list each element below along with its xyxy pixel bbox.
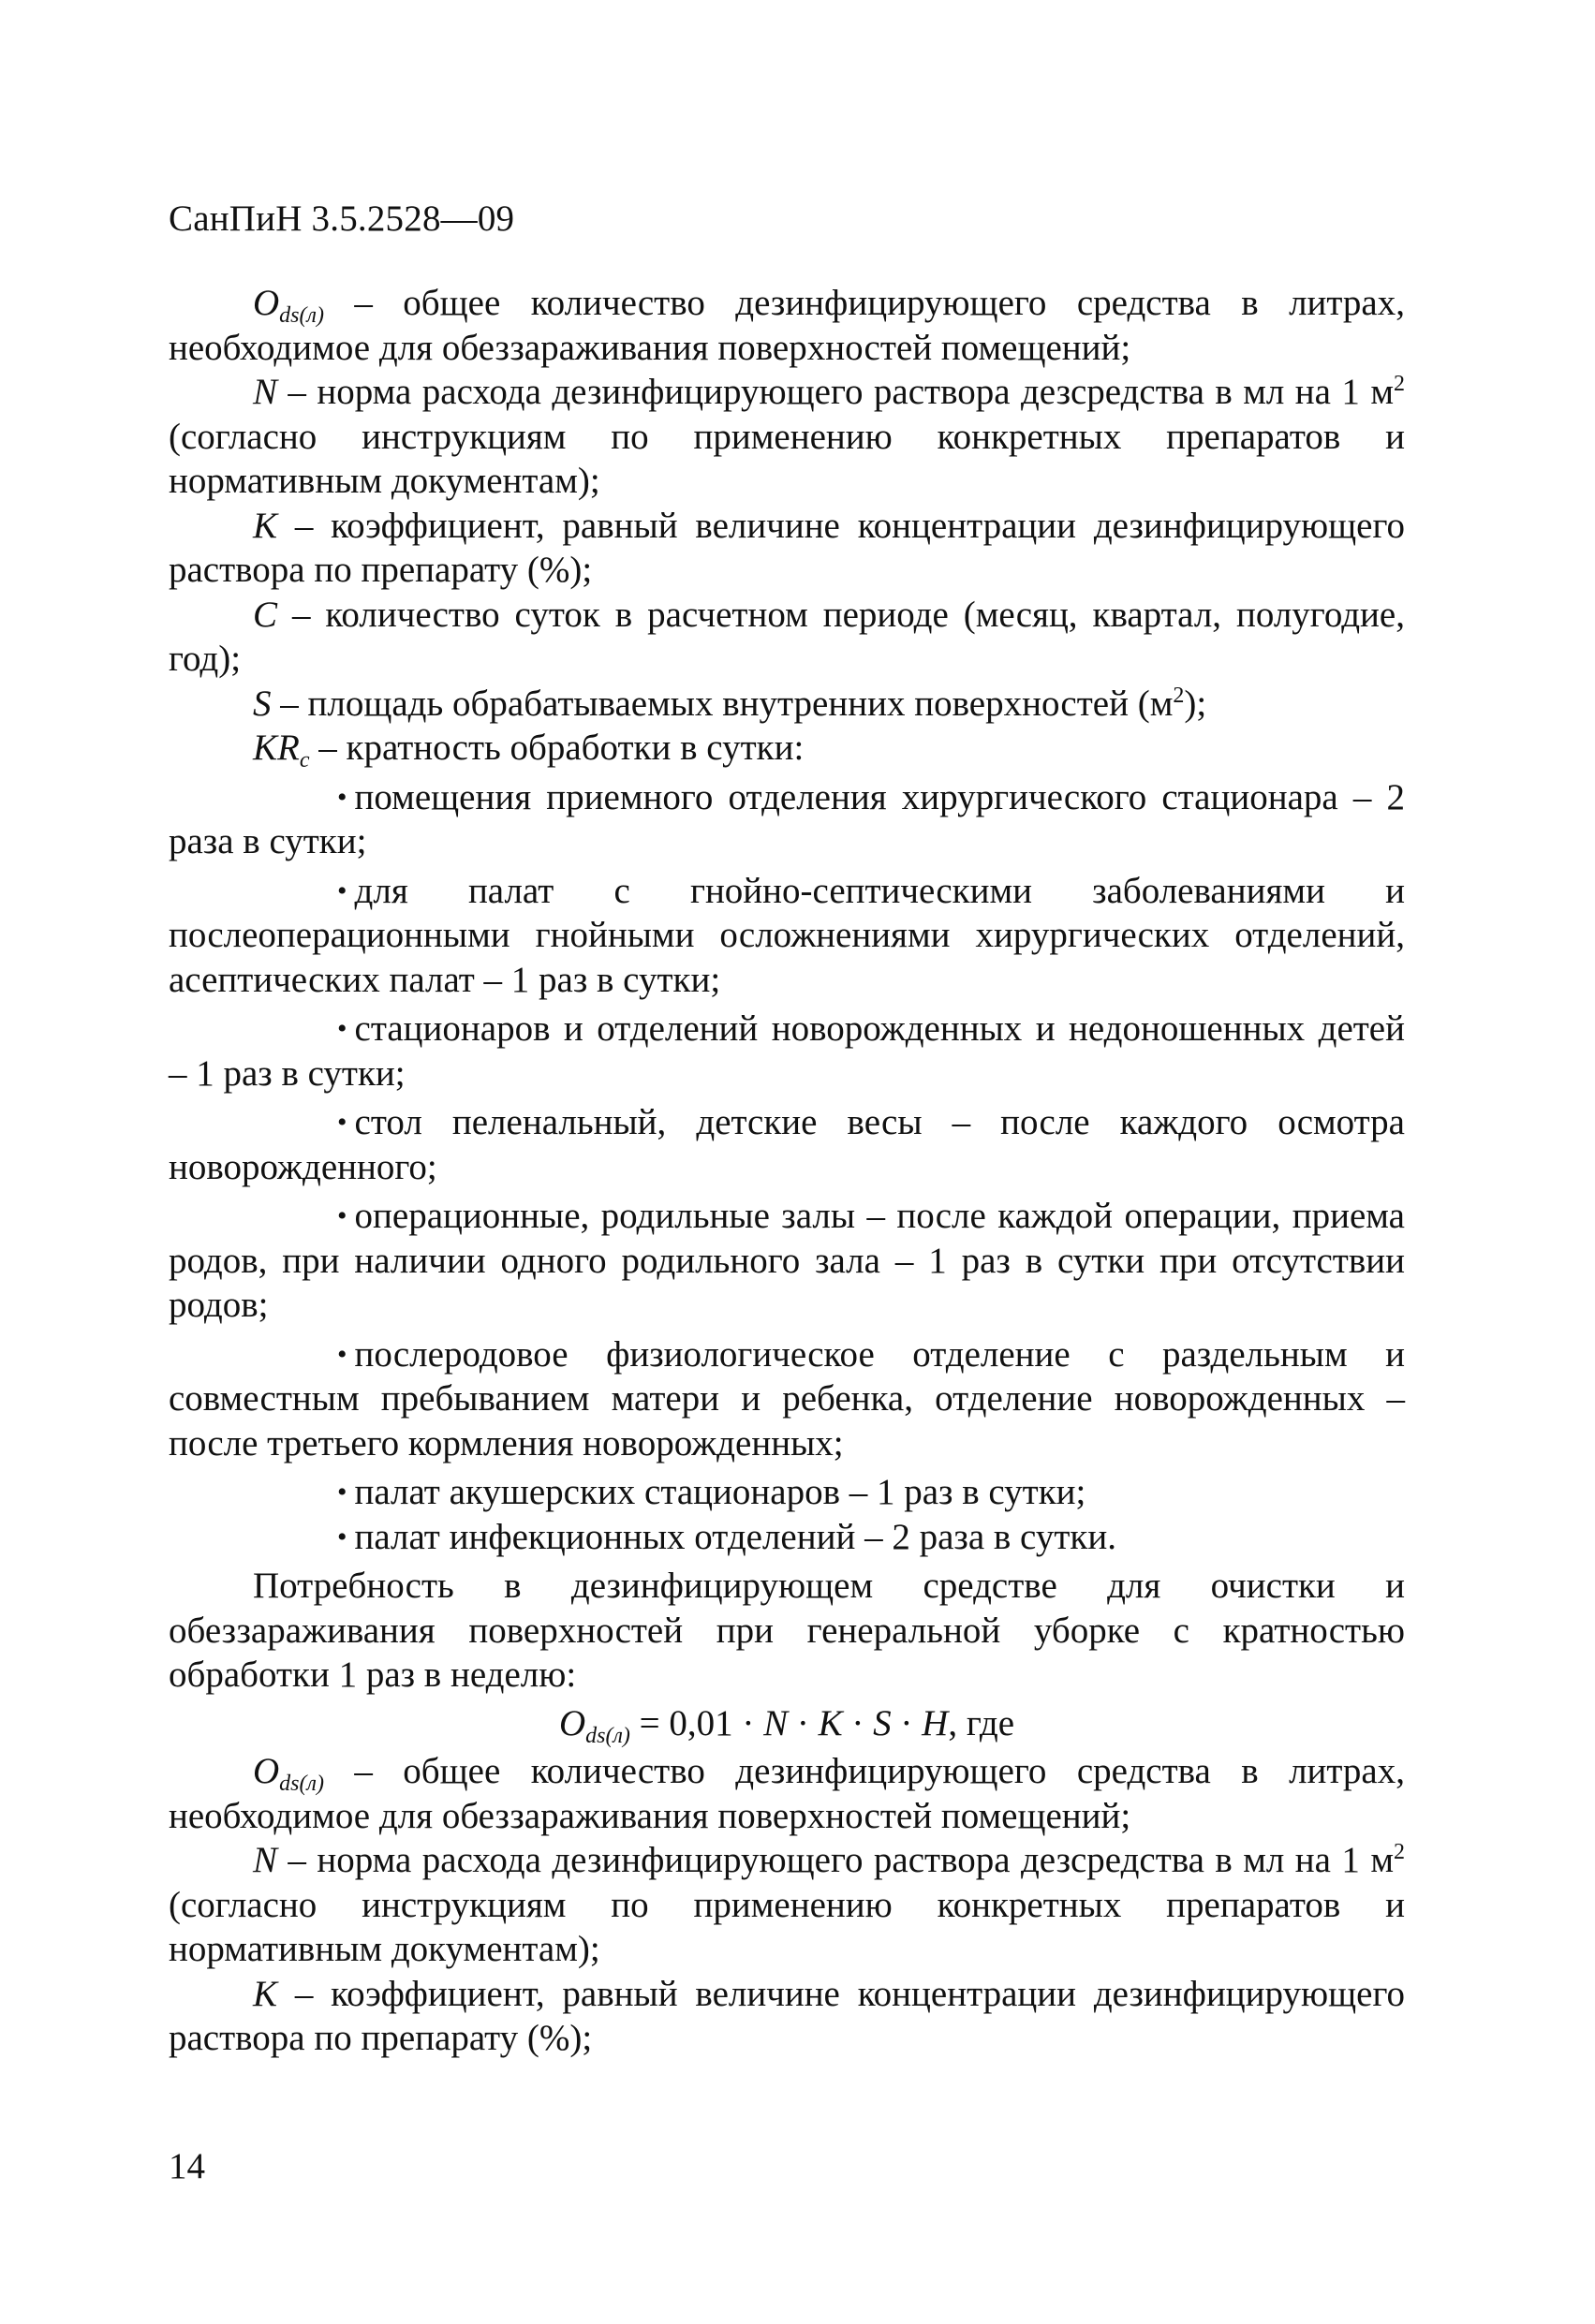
formula-dot: ·: [891, 1702, 923, 1743]
document-body: [169, 281, 1405, 2061]
definition-k: [169, 1972, 1405, 2061]
bullet-icon: •: [337, 1521, 347, 1552]
definition-k-text: – коэффициент, равный величине концентрации дезинфицирующего раствора по препарату (%);: [169, 505, 1405, 590]
definition-n: [169, 370, 1405, 504]
list-item-text: для палат с гнойно-септическими заболеваниями и послеоперационными гнойными осложнениями хирургических отделений, асептических палат – 1 раз в сутки;: [169, 870, 1405, 1000]
bullet-icon: •: [337, 1013, 347, 1044]
definition-k-text: – коэффициент, равный величине концентрации дезинфицирующего раствора по препарату (%);: [169, 1973, 1405, 2058]
symbol-kr: KR: [253, 728, 300, 768]
bullet-icon: •: [337, 875, 347, 906]
definition-s: [169, 682, 1405, 727]
definition-ods-text: – общее количество дезинфицирующего средства в литрах, необходимое для обеззараживания поверхностей помещений;: [169, 283, 1405, 368]
list-item: [169, 1470, 1405, 1515]
definition-kr-text: – кратность обработки в сутки:: [309, 728, 805, 768]
definition-n-text-b: (согласно инструкциям по применению конкретных препаратов и нормативным документам);: [169, 1884, 1405, 1969]
formula-h: H: [922, 1702, 949, 1743]
definition-s-text-a: – площадь обрабатываемых внутренних поверхностей (м: [271, 683, 1174, 724]
formula-lhs: O: [558, 1702, 586, 1743]
definition-c: [169, 593, 1405, 682]
superscript-square: 2: [1394, 372, 1405, 396]
bullet-icon: •: [337, 781, 347, 813]
superscript-square: 2: [1173, 683, 1185, 708]
symbol-kr-subscript: c: [299, 748, 310, 772]
formula-k: K: [818, 1702, 843, 1743]
formula-lhs-subscript: ds(л): [585, 1723, 630, 1748]
symbol-ods: O: [253, 1751, 280, 1791]
bullet-icon: •: [337, 1477, 347, 1508]
document-header: СанПиН 3.5.2528—09: [169, 199, 515, 239]
formula-s: S: [873, 1702, 892, 1743]
page-number: 14: [169, 2146, 205, 2186]
definition-s-text-b: );: [1184, 683, 1207, 724]
list-item: [169, 775, 1405, 864]
list-item-text: стационаров и отделений новорожденных и недоношенных детей – 1 раз в сутки;: [169, 1008, 1405, 1094]
definition-k: [169, 504, 1405, 593]
list-item: [169, 1100, 1405, 1189]
symbol-k: K: [253, 1973, 278, 2014]
definition-n-text-a: – норма расхода дезинфицирующего раствора дезсредства в мл на 1 м: [277, 1840, 1394, 1880]
list-item-text: помещения приемного отделения хирургического стационара – 2 раза в сутки;: [169, 776, 1405, 861]
list-item-text: операционные, родильные залы – после каждой операции, приема родов, при наличии одного родильного зала – 1 раз в сутки при отсутствии родов;: [169, 1196, 1405, 1325]
bullet-icon: •: [337, 1107, 347, 1138]
formula-dot: ·: [788, 1702, 819, 1743]
formula-dot: ·: [842, 1702, 874, 1743]
definition-n-text-a: – норма расхода дезинфицирующего раствора дезсредства в мл на 1 м: [277, 372, 1394, 412]
superscript-square: 2: [1394, 1840, 1405, 1864]
symbol-k: K: [253, 505, 278, 546]
definition-kr: [169, 726, 1405, 771]
definition-ods-text: – общее количество дезинфицирующего средства в литрах, необходимое для обеззараживания поверхностей помещений;: [169, 1751, 1405, 1836]
symbol-c: C: [253, 594, 278, 635]
need-paragraph: Потребность в дезинфицирующем средстве для очистки и обеззараживания поверхностей при генеральной уборке с кратностью обработки 1 раз в неделю:: [169, 1566, 1405, 1695]
formula-n: N: [763, 1702, 789, 1743]
list-item-text: палат инфекционных отделений – 2 раза в сутки.: [354, 1516, 1116, 1557]
list-item: [169, 1515, 1405, 1560]
bullet-icon: •: [337, 1338, 347, 1370]
list-item-text: стол пеленальный, детские весы – после каждого осмотра новорожденного;: [169, 1102, 1405, 1187]
list-item: [169, 869, 1405, 1003]
definition-n: [169, 1838, 1405, 1972]
list-item: [169, 1194, 1405, 1328]
formula: [169, 1701, 1405, 1746]
bullet-icon: •: [337, 1200, 347, 1231]
symbol-s: S: [253, 683, 272, 724]
list-item: [169, 1332, 1405, 1466]
formula-eq: = 0,01 ·: [629, 1702, 764, 1743]
list-item: [169, 1007, 1405, 1096]
definition-ods: [169, 1749, 1405, 1838]
symbol-ods: O: [253, 283, 280, 323]
symbol-ods-subscript: ds(л): [279, 1772, 324, 1796]
formula-tail: , где: [948, 1702, 1015, 1743]
definition-c-text: – количество суток в расчетном периоде (месяц, квартал, полугодие, год);: [169, 594, 1405, 679]
symbol-n: N: [253, 372, 278, 412]
symbol-ods-subscript: ds(л): [279, 303, 324, 328]
symbol-n: N: [253, 1840, 278, 1880]
definition-ods: [169, 281, 1405, 370]
list-item-text: палат акушерских стационаров – 1 раз в сутки;: [354, 1472, 1086, 1512]
list-item-text: послеродовое физиологическое отделение с раздельным и совместным пребыванием матери и ребенка, отделение новорожденных – после третьего кормления новорожденных;: [169, 1333, 1405, 1464]
definition-n-text-b: (согласно инструкциям по применению конкретных препаратов и нормативным документам);: [169, 416, 1405, 501]
